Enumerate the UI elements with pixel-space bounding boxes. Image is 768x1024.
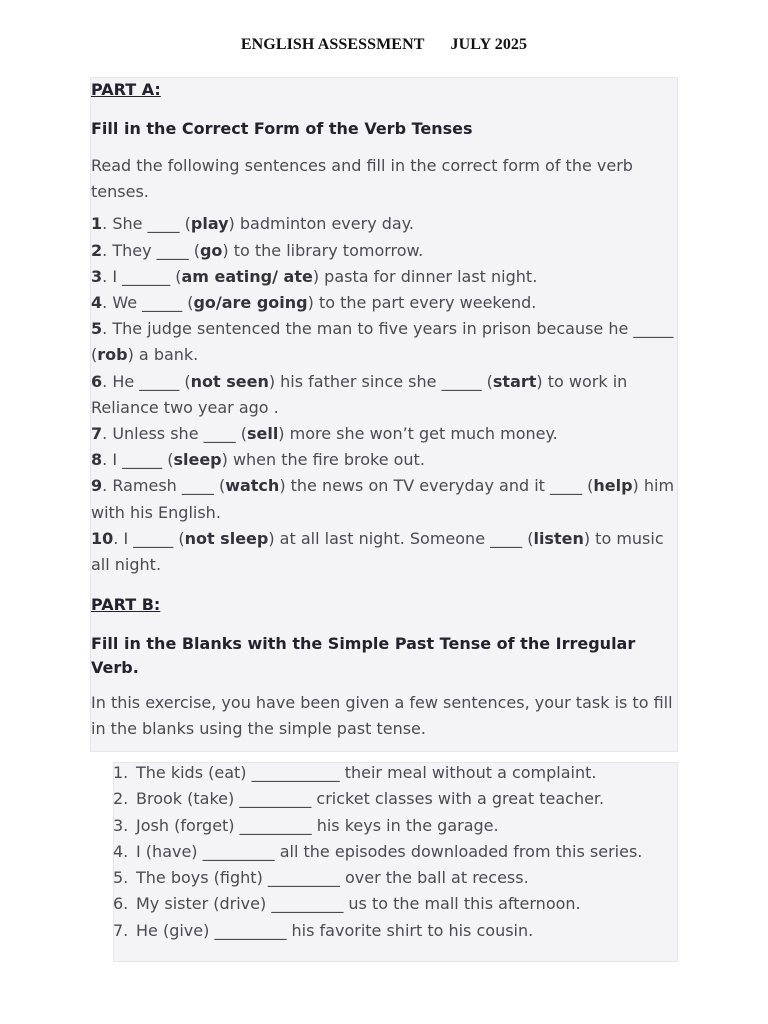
list-item — [113, 893, 673, 914]
item-text: I (have) _________ all the episodes downloaded from this series. — [136, 841, 643, 861]
question-6: 6. He _____ (not seen) his father since she _____ (start) to work in Reliance two year ago . — [91, 371, 628, 417]
list-item — [113, 815, 673, 836]
part-b-section — [91, 594, 677, 742]
item-number: 5. — [113, 868, 129, 888]
item-number: 4. — [113, 841, 129, 861]
verb-hint: sell — [246, 424, 279, 444]
assessment-date: JULY 2025 — [450, 36, 528, 53]
item-text: The kids (eat) ___________ their meal without a complaint. — [136, 763, 597, 782]
question-number: 6 — [91, 371, 103, 391]
item-number: 3. — [113, 815, 129, 835]
verb-hint: not sleep — [184, 528, 269, 548]
question-7: 7. Unless she ____ (sell) more she won’t get much money. — [91, 424, 558, 444]
item-number: 2. — [113, 789, 129, 809]
verb-hint: start — [492, 371, 537, 391]
list-item — [113, 762, 673, 783]
part-a-section — [91, 79, 677, 749]
assessment-title: ENGLISH ASSESSMENT — [240, 36, 425, 53]
question-5: 5. The judge sentenced the man to five years in prison because he _____ (rob) a bank. — [91, 319, 674, 365]
question-9: 9. Ramesh ____ (watch) the news on TV everyday and it ____ (help) him with his English. — [91, 476, 675, 522]
question-10: 10. I _____ (not sleep) at all last night. Someone ____ (listen) to music all night. — [91, 528, 664, 575]
verb-hint: watch — [225, 476, 280, 496]
question-4: 4. We _____ (go/are going) to the part every weekend. — [91, 293, 537, 313]
item-text: Brook (take) _________ cricket classes with a great teacher. — [136, 789, 605, 809]
part-a-instruction: Read the following sentences and fill in the correct form of the verb tenses. — [91, 156, 633, 202]
item-number: 1. — [113, 763, 129, 782]
part-b-subtitle: Fill in the Blanks with the Simple Past Tense of the Irregular Verb. — [91, 634, 636, 678]
question-number: 5 — [91, 319, 103, 339]
part-a-label: PART A: — [91, 80, 161, 99]
item-number: 6. — [113, 894, 129, 914]
list-item — [113, 920, 673, 941]
question-number: 1 — [91, 214, 103, 234]
verb-hint: play — [190, 214, 229, 234]
document-header — [0, 36, 768, 54]
list-item — [113, 867, 673, 888]
item-number: 7. — [113, 920, 129, 940]
question-2: 2. They ____ (go) to the library tomorrow. — [91, 240, 424, 260]
verb-hint: go/are going — [193, 293, 308, 313]
question-number: 3 — [91, 266, 103, 286]
question-number: 10 — [91, 528, 114, 548]
verb-hint: go — [199, 240, 223, 260]
verb-hint: listen — [533, 528, 584, 548]
question-8: 8. I _____ (sleep) when the fire broke out. — [91, 450, 425, 470]
list-item — [113, 788, 673, 809]
question-number: 4 — [91, 293, 103, 313]
part-b-sentence-list — [113, 762, 673, 946]
item-text: Josh (forget) _________ his keys in the garage. — [136, 815, 499, 835]
verb-hint: help — [593, 476, 633, 496]
question-number: 8 — [91, 450, 103, 470]
verb-hint: not seen — [190, 371, 269, 391]
question-number: 9 — [91, 476, 103, 496]
part-b-instruction: In this exercise, you have been given a few sentences, your task is to fill in the blanks using the simple past tense. — [91, 693, 673, 739]
verb-hint: rob — [97, 345, 128, 365]
item-text: The boys (fight) _________ over the ball at recess. — [136, 868, 529, 888]
item-text: He (give) _________ his favorite shirt to his cousin. — [136, 920, 534, 940]
question-3: 3. I ______ (am eating/ ate) pasta for dinner last night. — [91, 266, 538, 286]
verb-hint: sleep — [173, 450, 222, 470]
part-b-label: PART B: — [91, 595, 161, 615]
question-number: 7 — [91, 424, 103, 444]
question-1: 1. She ____ (play) badminton every day. — [91, 214, 414, 234]
list-item — [113, 841, 673, 862]
item-text: My sister (drive) _________ us to the mall this afternoon. — [136, 894, 581, 914]
verb-hint: am eating/ ate — [181, 266, 313, 286]
question-number: 2 — [91, 240, 103, 260]
part-a-subtitle: Fill in the Correct Form of the Verb Tenses — [91, 119, 473, 138]
